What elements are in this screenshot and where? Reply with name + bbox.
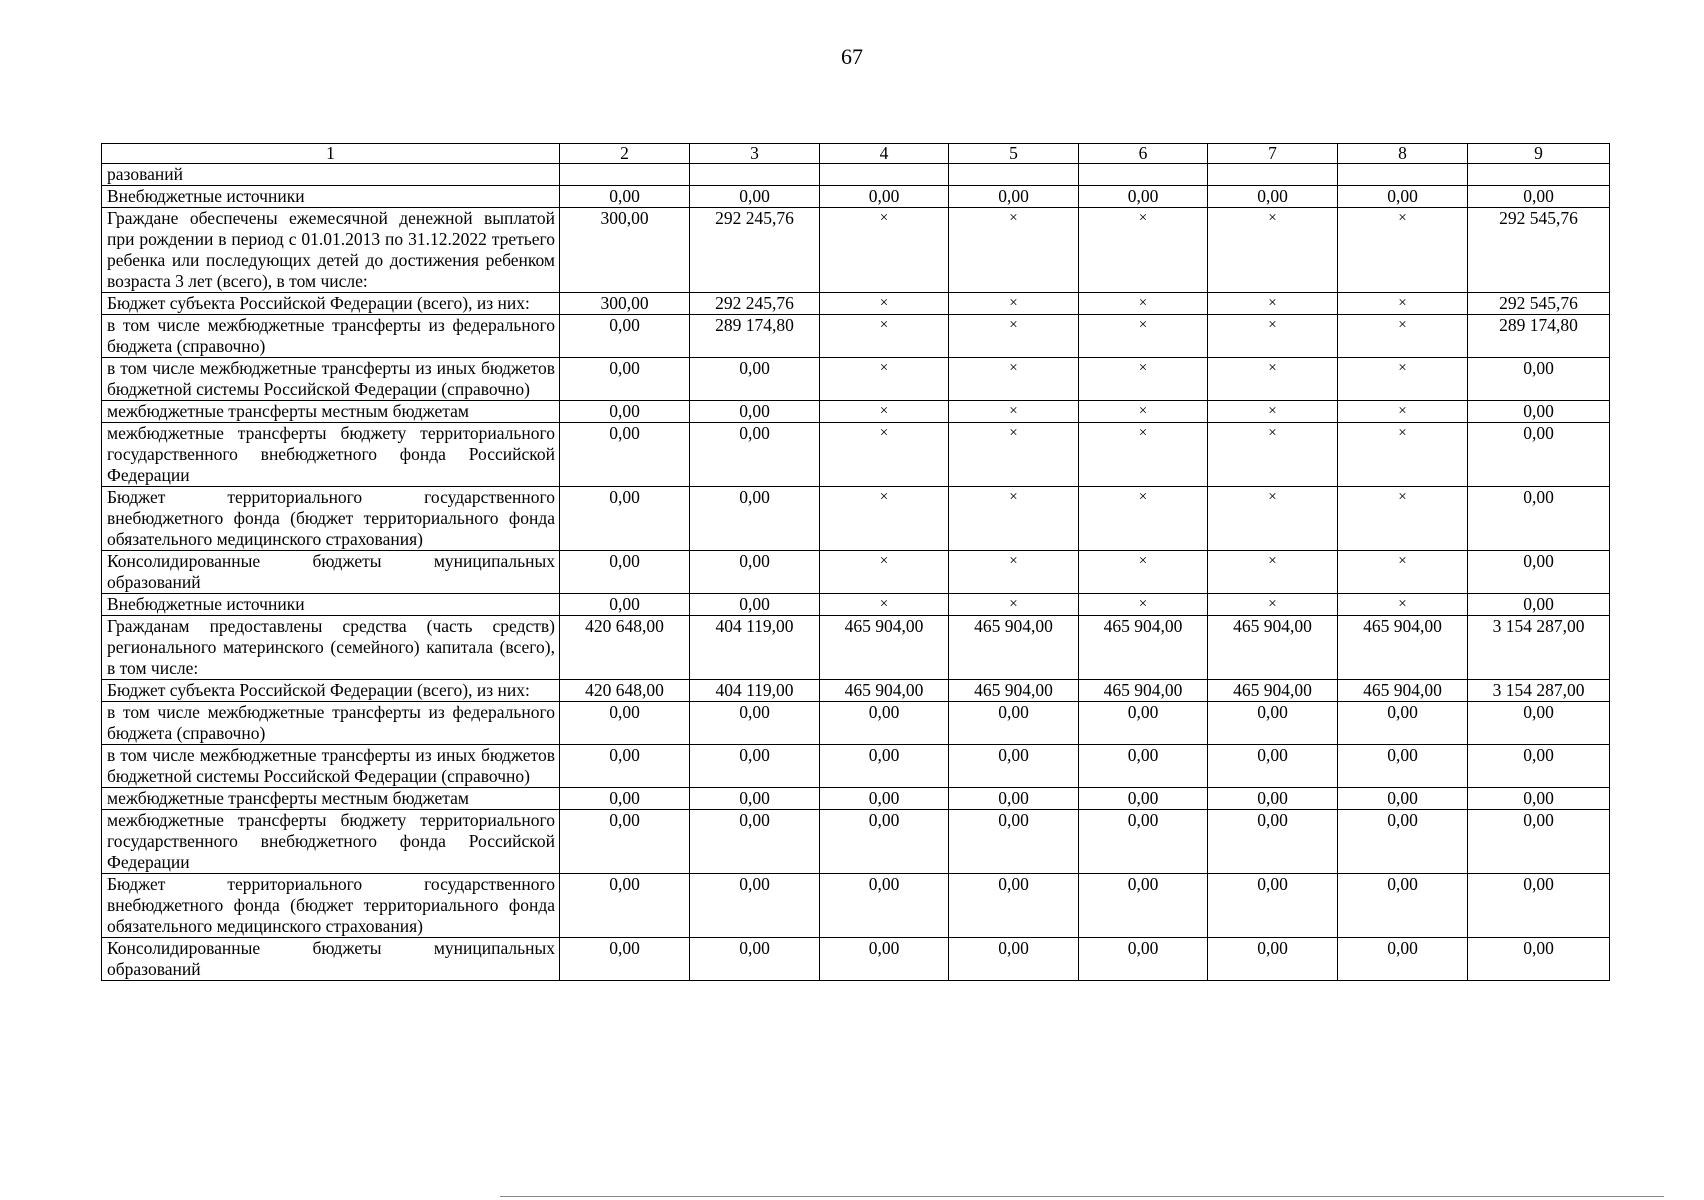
value-cell: 0,00 bbox=[1208, 874, 1338, 938]
value-cell: 404 119,00 bbox=[690, 680, 820, 702]
value-cell: 0,00 bbox=[690, 788, 820, 810]
value-cell: × bbox=[1338, 594, 1468, 616]
value-cell: 0,00 bbox=[1079, 938, 1208, 981]
value-cell: × bbox=[820, 208, 949, 293]
value-cell bbox=[1468, 164, 1610, 186]
value-cell: 0,00 bbox=[1468, 358, 1610, 401]
value-cell: 0,00 bbox=[1468, 186, 1610, 208]
value-cell: 0,00 bbox=[949, 938, 1079, 981]
value-cell: 0,00 bbox=[690, 594, 820, 616]
value-cell: 0,00 bbox=[1338, 938, 1468, 981]
value-cell: × bbox=[1338, 208, 1468, 293]
value-cell: 0,00 bbox=[690, 423, 820, 487]
value-cell: 465 904,00 bbox=[949, 616, 1079, 680]
row-label: Консолидированные бюджеты муниципальных образований bbox=[102, 938, 560, 981]
value-cell: 0,00 bbox=[1468, 401, 1610, 423]
budget-table bbox=[101, 143, 1610, 981]
value-cell: 300,00 bbox=[560, 208, 690, 293]
table-row bbox=[102, 293, 1610, 315]
value-cell: × bbox=[820, 423, 949, 487]
value-cell: × bbox=[949, 551, 1079, 594]
value-cell: 0,00 bbox=[1338, 874, 1468, 938]
value-cell: × bbox=[820, 594, 949, 616]
value-cell: × bbox=[820, 401, 949, 423]
value-cell: 0,00 bbox=[1468, 938, 1610, 981]
value-cell: × bbox=[1208, 594, 1338, 616]
table-row bbox=[102, 702, 1610, 745]
value-cell: 0,00 bbox=[560, 810, 690, 874]
value-cell: 0,00 bbox=[949, 810, 1079, 874]
value-cell: 0,00 bbox=[690, 186, 820, 208]
value-cell: 0,00 bbox=[560, 938, 690, 981]
value-cell: 0,00 bbox=[1468, 487, 1610, 551]
value-cell: × bbox=[1208, 208, 1338, 293]
row-label: Бюджет субъекта Российской Федерации (всего), из них: bbox=[102, 293, 560, 315]
value-cell bbox=[690, 164, 820, 186]
value-cell: 0,00 bbox=[1079, 186, 1208, 208]
table-row bbox=[102, 680, 1610, 702]
page-number: 67 bbox=[841, 44, 863, 69]
table-row bbox=[102, 208, 1610, 293]
value-cell bbox=[949, 164, 1079, 186]
value-cell: 300,00 bbox=[560, 293, 690, 315]
table-row bbox=[102, 788, 1610, 810]
value-cell: × bbox=[1208, 487, 1338, 551]
value-cell: × bbox=[820, 358, 949, 401]
value-cell: 0,00 bbox=[820, 788, 949, 810]
value-cell: 0,00 bbox=[560, 551, 690, 594]
table-row bbox=[102, 594, 1610, 616]
row-label: Консолидированные бюджеты муниципальных образований bbox=[102, 551, 560, 594]
value-cell: 0,00 bbox=[690, 874, 820, 938]
value-cell: 0,00 bbox=[690, 487, 820, 551]
value-cell: 0,00 bbox=[560, 186, 690, 208]
value-cell: 0,00 bbox=[949, 788, 1079, 810]
value-cell: × bbox=[949, 358, 1079, 401]
value-cell: × bbox=[1079, 594, 1208, 616]
value-cell: 0,00 bbox=[1079, 745, 1208, 788]
value-cell: × bbox=[820, 487, 949, 551]
value-cell: 465 904,00 bbox=[1338, 680, 1468, 702]
table-row bbox=[102, 616, 1610, 680]
table-row bbox=[102, 423, 1610, 487]
value-cell: × bbox=[820, 293, 949, 315]
value-cell: 0,00 bbox=[949, 702, 1079, 745]
value-cell: × bbox=[1079, 293, 1208, 315]
value-cell: 0,00 bbox=[560, 358, 690, 401]
value-cell: × bbox=[1079, 358, 1208, 401]
value-cell: 0,00 bbox=[690, 358, 820, 401]
value-cell: 465 904,00 bbox=[1079, 616, 1208, 680]
value-cell: 465 904,00 bbox=[820, 616, 949, 680]
column-header: 8 bbox=[1338, 144, 1468, 164]
value-cell: 0,00 bbox=[690, 551, 820, 594]
value-cell: 465 904,00 bbox=[1208, 616, 1338, 680]
value-cell: 0,00 bbox=[560, 874, 690, 938]
column-header: 9 bbox=[1468, 144, 1610, 164]
table-row bbox=[102, 401, 1610, 423]
value-cell: 0,00 bbox=[560, 401, 690, 423]
scan-edge-line bbox=[500, 1196, 1664, 1197]
value-cell: × bbox=[949, 487, 1079, 551]
value-cell: × bbox=[949, 293, 1079, 315]
value-cell: 0,00 bbox=[560, 315, 690, 358]
value-cell: 0,00 bbox=[1468, 423, 1610, 487]
value-cell: 465 904,00 bbox=[1208, 680, 1338, 702]
value-cell: 465 904,00 bbox=[1338, 616, 1468, 680]
value-cell: 0,00 bbox=[820, 745, 949, 788]
value-cell: × bbox=[1208, 315, 1338, 358]
value-cell: 0,00 bbox=[1468, 702, 1610, 745]
column-header: 7 bbox=[1208, 144, 1338, 164]
table-row bbox=[102, 487, 1610, 551]
column-header: 4 bbox=[820, 144, 949, 164]
row-label: разований bbox=[102, 164, 560, 186]
value-cell: 0,00 bbox=[820, 186, 949, 208]
value-cell: 0,00 bbox=[820, 938, 949, 981]
value-cell: 0,00 bbox=[949, 745, 1079, 788]
column-header: 3 bbox=[690, 144, 820, 164]
value-cell: × bbox=[1208, 401, 1338, 423]
value-cell: 0,00 bbox=[1338, 788, 1468, 810]
value-cell: × bbox=[1338, 358, 1468, 401]
column-header: 5 bbox=[949, 144, 1079, 164]
value-cell: × bbox=[949, 315, 1079, 358]
value-cell: × bbox=[1079, 208, 1208, 293]
row-label: Внебюджетные источники bbox=[102, 594, 560, 616]
value-cell: 404 119,00 bbox=[690, 616, 820, 680]
value-cell: 292 245,76 bbox=[690, 293, 820, 315]
value-cell: 0,00 bbox=[560, 788, 690, 810]
row-label: Гражданам предоставлены средства (часть средств) регионального материнского (семейного) капитала (всего), в том числе: bbox=[102, 616, 560, 680]
row-label: Бюджет территориального государственного внебюджетного фонда (бюджет территориального фонда обязательного медицинского страхования) bbox=[102, 874, 560, 938]
value-cell: 292 245,76 bbox=[690, 208, 820, 293]
table-row bbox=[102, 315, 1610, 358]
table-row bbox=[102, 745, 1610, 788]
value-cell: 0,00 bbox=[1468, 788, 1610, 810]
value-cell: × bbox=[1208, 358, 1338, 401]
value-cell bbox=[560, 164, 690, 186]
value-cell: × bbox=[1079, 315, 1208, 358]
value-cell: 0,00 bbox=[1079, 810, 1208, 874]
value-cell: × bbox=[949, 423, 1079, 487]
value-cell: 0,00 bbox=[1208, 938, 1338, 981]
row-label: Бюджет территориального государственного внебюджетного фонда (бюджет территориального фонда обязательного медицинского страхования) bbox=[102, 487, 560, 551]
value-cell: 0,00 bbox=[1338, 702, 1468, 745]
value-cell: 289 174,80 bbox=[690, 315, 820, 358]
value-cell: × bbox=[1208, 551, 1338, 594]
value-cell: 0,00 bbox=[1079, 874, 1208, 938]
value-cell: 0,00 bbox=[1079, 788, 1208, 810]
value-cell: 3 154 287,00 bbox=[1468, 616, 1610, 680]
row-label: в том числе межбюджетные трансферты из иных бюджетов бюджетной системы Российской Федерации (справочно) bbox=[102, 745, 560, 788]
value-cell: × bbox=[1338, 315, 1468, 358]
value-cell: × bbox=[1079, 423, 1208, 487]
value-cell: 465 904,00 bbox=[1079, 680, 1208, 702]
value-cell: × bbox=[949, 401, 1079, 423]
value-cell: 0,00 bbox=[820, 810, 949, 874]
column-header: 1 bbox=[102, 144, 560, 164]
table-row bbox=[102, 938, 1610, 981]
value-cell: × bbox=[820, 315, 949, 358]
row-label: Внебюджетные источники bbox=[102, 186, 560, 208]
value-cell: × bbox=[949, 208, 1079, 293]
value-cell: 420 648,00 bbox=[560, 616, 690, 680]
value-cell: 0,00 bbox=[820, 874, 949, 938]
column-header: 2 bbox=[560, 144, 690, 164]
value-cell: × bbox=[1079, 401, 1208, 423]
value-cell: 0,00 bbox=[560, 745, 690, 788]
value-cell: 0,00 bbox=[560, 594, 690, 616]
table-row bbox=[102, 874, 1610, 938]
row-label: Граждане обеспечены ежемесячной денежной выплатой при рождении в период с 01.01.2013 по 31.12.2022 третьего ребенка или последующих детей до достижения ребенком возраста 3 лет (всего), в том числе: bbox=[102, 208, 560, 293]
value-cell: 0,00 bbox=[949, 874, 1079, 938]
table-row bbox=[102, 810, 1610, 874]
value-cell: 289 174,80 bbox=[1468, 315, 1610, 358]
row-label: межбюджетные трансферты местным бюджетам bbox=[102, 788, 560, 810]
value-cell: 0,00 bbox=[1468, 874, 1610, 938]
value-cell: 0,00 bbox=[1468, 594, 1610, 616]
value-cell: 0,00 bbox=[560, 487, 690, 551]
value-cell: 0,00 bbox=[1208, 702, 1338, 745]
value-cell: 292 545,76 bbox=[1468, 208, 1610, 293]
value-cell: 0,00 bbox=[820, 702, 949, 745]
value-cell: 3 154 287,00 bbox=[1468, 680, 1610, 702]
value-cell: × bbox=[1079, 487, 1208, 551]
value-cell bbox=[820, 164, 949, 186]
row-label: в том числе межбюджетные трансферты из иных бюджетов бюджетной системы Российской Федерации (справочно) bbox=[102, 358, 560, 401]
value-cell: 0,00 bbox=[1468, 745, 1610, 788]
value-cell: 0,00 bbox=[1338, 186, 1468, 208]
value-cell: × bbox=[1208, 423, 1338, 487]
value-cell: 0,00 bbox=[1338, 745, 1468, 788]
value-cell: 420 648,00 bbox=[560, 680, 690, 702]
value-cell: 465 904,00 bbox=[820, 680, 949, 702]
table-row bbox=[102, 358, 1610, 401]
value-cell: 0,00 bbox=[1208, 788, 1338, 810]
value-cell: 0,00 bbox=[1208, 810, 1338, 874]
value-cell: 0,00 bbox=[1208, 745, 1338, 788]
value-cell: 0,00 bbox=[949, 186, 1079, 208]
value-cell: 0,00 bbox=[690, 745, 820, 788]
value-cell: 0,00 bbox=[690, 401, 820, 423]
value-cell bbox=[1338, 164, 1468, 186]
value-cell: 292 545,76 bbox=[1468, 293, 1610, 315]
table-row bbox=[102, 551, 1610, 594]
value-cell: × bbox=[1208, 293, 1338, 315]
table-row bbox=[102, 164, 1610, 186]
column-number-row bbox=[102, 144, 1610, 164]
value-cell: × bbox=[820, 551, 949, 594]
value-cell: × bbox=[1338, 293, 1468, 315]
value-cell: × bbox=[1079, 551, 1208, 594]
value-cell bbox=[1079, 164, 1208, 186]
value-cell: 0,00 bbox=[690, 810, 820, 874]
value-cell: 0,00 bbox=[1079, 702, 1208, 745]
value-cell: 465 904,00 bbox=[949, 680, 1079, 702]
value-cell: 0,00 bbox=[1468, 551, 1610, 594]
value-cell: × bbox=[949, 594, 1079, 616]
value-cell bbox=[1208, 164, 1338, 186]
row-label: межбюджетные трансферты бюджету территориального государственного внебюджетного фонда Российской Федерации bbox=[102, 423, 560, 487]
value-cell: 0,00 bbox=[560, 702, 690, 745]
column-header: 6 bbox=[1079, 144, 1208, 164]
table-row bbox=[102, 186, 1610, 208]
value-cell: 0,00 bbox=[560, 423, 690, 487]
row-label: межбюджетные трансферты местным бюджетам bbox=[102, 401, 560, 423]
value-cell: × bbox=[1338, 401, 1468, 423]
row-label: в том числе межбюджетные трансферты из федерального бюджета (справочно) bbox=[102, 702, 560, 745]
value-cell: × bbox=[1338, 423, 1468, 487]
value-cell: × bbox=[1338, 551, 1468, 594]
row-label: в том числе межбюджетные трансферты из федерального бюджета (справочно) bbox=[102, 315, 560, 358]
value-cell: 0,00 bbox=[690, 938, 820, 981]
value-cell: 0,00 bbox=[1208, 186, 1338, 208]
value-cell: 0,00 bbox=[1338, 810, 1468, 874]
value-cell: 0,00 bbox=[690, 702, 820, 745]
value-cell: × bbox=[1338, 487, 1468, 551]
value-cell: 0,00 bbox=[1468, 810, 1610, 874]
row-label: Бюджет субъекта Российской Федерации (всего), из них: bbox=[102, 680, 560, 702]
row-label: межбюджетные трансферты бюджету территориального государственного внебюджетного фонда Российской Федерации bbox=[102, 810, 560, 874]
